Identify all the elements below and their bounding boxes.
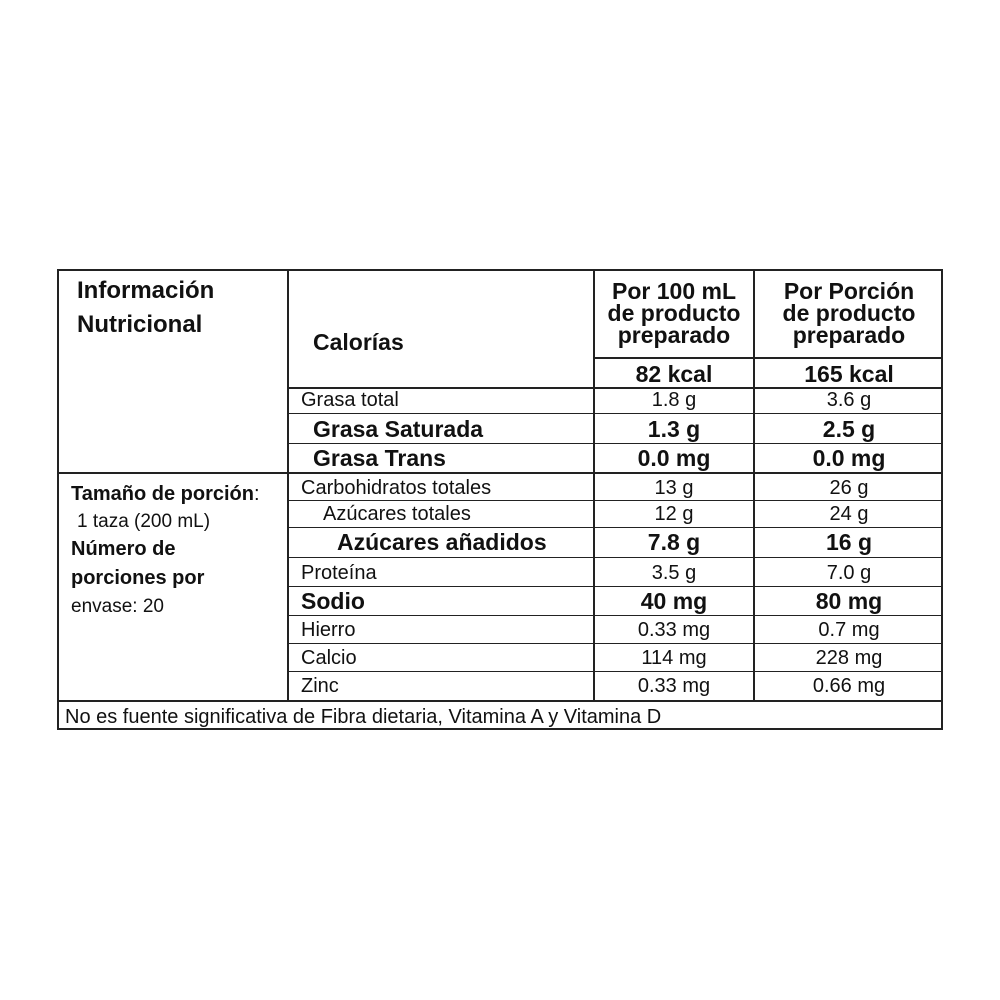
nutrient-value-per-serving: 228 mg [815, 647, 883, 669]
nutrient-name: Grasa total [301, 389, 399, 411]
nutrient-name: Hierro [301, 619, 356, 641]
nutrient-value-per-serving: 0.7 mg [818, 619, 880, 641]
divider-above-footer [57, 700, 943, 702]
nutrient-value-per-serving: 2.5 g [822, 416, 876, 442]
calories-per-100ml: 82 kcal [635, 361, 713, 387]
column-header-per-serving [755, 280, 943, 346]
nutrient-value-per-serving: 0.0 mg [812, 445, 886, 471]
serving-size-label-text: Tamaño de porción [71, 483, 254, 505]
nutrient-name: Calcio [301, 647, 357, 669]
divider-row [287, 413, 943, 414]
nutrient-name: Zinc [301, 675, 339, 697]
nutrient-name: Azúcares añadidos [337, 529, 547, 555]
nutrient-value-per-serving: 24 g [829, 503, 869, 525]
nutrient-value-per-100ml: 0.33 mg [637, 675, 711, 697]
calories-label: Calorías [313, 329, 404, 355]
serving-size-colon: : [253, 483, 260, 505]
divider-section [57, 472, 943, 474]
nutrient-value-per-100ml: 1.8 g [651, 389, 697, 411]
divider-left-column [287, 269, 289, 701]
nutrient-name: Proteína [301, 562, 377, 584]
label-title-line1: Información [77, 277, 215, 304]
divider-below-header [595, 357, 943, 359]
nutrient-value-per-100ml: 0.33 mg [637, 619, 711, 641]
calories-per-serving: 165 kcal [804, 361, 894, 387]
divider-row [287, 443, 943, 444]
nutrient-name: Azúcares totales [323, 503, 471, 525]
nutrient-name: Grasa Trans [313, 445, 446, 471]
divider-row [287, 586, 943, 587]
nutrient-value-per-serving: 0.66 mg [812, 675, 886, 697]
divider-row [287, 557, 943, 558]
serving-size-label [71, 484, 260, 504]
servings-count-value: envase: 20 [71, 596, 164, 617]
column-header-line: preparado [792, 322, 906, 348]
nutrient-value-per-100ml: 1.3 g [647, 416, 701, 442]
column-header-line: preparado [617, 322, 731, 348]
column-header-line: Por 100 mL [612, 278, 736, 304]
divider-row [287, 527, 943, 528]
servings-count-label-line1: Número de [71, 538, 176, 560]
nutrient-value-per-100ml: 3.5 g [651, 562, 697, 584]
serving-size-value: 1 taza (200 mL) [77, 511, 211, 532]
footer-note: No es fuente significativa de Fibra dietaria, Vitamina A y Vitamina D [65, 706, 662, 728]
column-header-per-100ml [595, 280, 753, 346]
nutrient-value-per-serving: 26 g [829, 477, 869, 499]
nutrient-name: Carbohidratos totales [301, 477, 492, 499]
nutrient-name: Grasa Saturada [313, 416, 484, 442]
nutrient-value-per-100ml: 40 mg [640, 588, 708, 614]
nutrient-value-per-serving: 7.0 g [826, 562, 872, 584]
nutrient-value-per-100ml: 0.0 mg [637, 445, 711, 471]
divider-row [287, 643, 943, 644]
nutrient-value-per-100ml: 13 g [654, 477, 694, 499]
nutrient-value-per-100ml: 7.8 g [647, 529, 701, 555]
nutrient-value-per-100ml: 12 g [654, 503, 694, 525]
column-header-line: de producto [782, 300, 916, 326]
column-header-line: de producto [607, 300, 741, 326]
nutrient-value-per-serving: 3.6 g [826, 389, 872, 411]
nutrient-value-per-serving: 16 g [825, 529, 873, 555]
nutrient-value-per-serving: 80 mg [815, 588, 883, 614]
divider-row [287, 671, 943, 672]
nutrient-name: Sodio [301, 588, 365, 614]
servings-count-label-line2: porciones por [71, 567, 205, 589]
column-header-line: Por Porción [783, 278, 915, 304]
label-title-line2: Nutricional [77, 311, 203, 338]
divider-row [287, 615, 943, 616]
divider-row [287, 500, 943, 501]
nutrient-value-per-100ml: 114 mg [641, 647, 707, 669]
